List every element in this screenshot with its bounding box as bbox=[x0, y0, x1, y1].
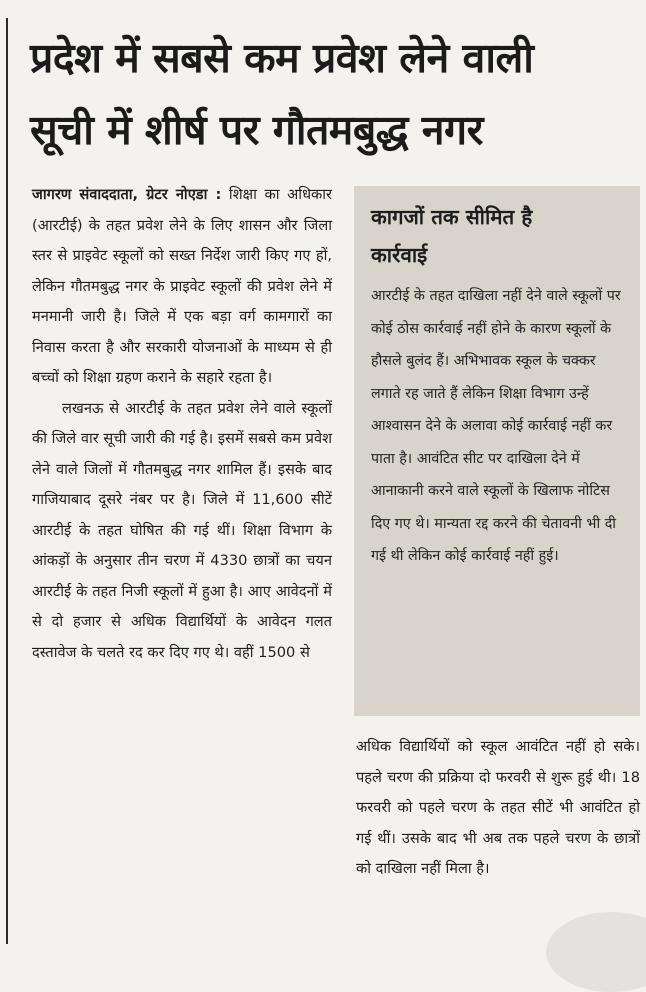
sidebar-title-line-2: कार्रवाई bbox=[371, 243, 428, 267]
sidebar-box bbox=[354, 186, 640, 716]
article-continuation: अधिक विद्यार्थियों को स्कूल आवंटित नहीं हो सके। पहले चरण की प्रक्रिया दो फरवरी से शुरू हुई थी। 18 फरवरी को पहले चरण के तहत सीटें भी आवंटित हो गई थीं। उसके बाद भी अब तक पहले चरण के छात्रों को दाखिला नहीं मिला है। bbox=[356, 738, 640, 877]
headline bbox=[30, 22, 640, 166]
article-main-column bbox=[32, 180, 332, 668]
column-rule bbox=[6, 18, 8, 944]
paragraph-1-text: शिक्षा का अधिकार (आरटीई) के तहत प्रवेश लेने के लिए शासन और जिला स्तर से प्राइवेट स्कूलों को सख्त निर्देश जारी किए गए हों, लेकिन गौतमबुद्ध नगर के प्राइवेट स्कूलों की प्रवेश लेने में मनमानी जारी है। जिले में एक बड़ा वर्ग कामगारों का निवास करता है और सरकारी योजनाओं के माध्यम से ही बच्चों को शिक्षा ग्रहण कराने के सहारे रहता है। bbox=[32, 186, 332, 386]
sidebar-title-line-1: कागजों तक सीमित है bbox=[371, 205, 533, 229]
headline-line-1: प्रदेश में सबसे कम प्रवेश लेने वाली bbox=[30, 34, 534, 82]
headline-line-2: सूची में शीर्ष पर गौतमबुद्ध नगर bbox=[30, 106, 483, 154]
sidebar-body: आरटीई के तहत दाखिला नहीं देने वाले स्कूलों पर कोई ठोस कार्रवाई नहीं होने के कारण स्कूलों के हौसले बुलंद हैं। अभिभावक स्कूल के चक्कर लगाते रह जाते हैं लेकिन शिक्षा विभाग उन्हें आश्वासन देने के अलावा कोई कार्रवाई नहीं कर पाता है। आवंटित सीट पर दाखिला देने में आनाकानी करने वाले स्कूलों के खिलाफ नोटिस दिए गए थे। मान्यता रद्द करने की चेतावनी भी दी गई थी लेकिन कोई कार्रवाई नहीं हुई। bbox=[371, 288, 621, 564]
article-continuation-column bbox=[356, 732, 640, 885]
sidebar-title bbox=[371, 198, 626, 274]
page-curl-shade bbox=[546, 912, 646, 992]
article-paragraph-1 bbox=[32, 180, 332, 394]
byline: जागरण संवाददाता, ग्रेटर नोएडा : bbox=[32, 186, 222, 203]
article-paragraph-2: लखनऊ से आरटीई के तहत प्रवेश लेने वाले स्कूलों की जिले वार सूची जारी की गई है। इसमें सबसे कम प्रवेश लेने वाले जिलों में गौतमबुद्ध नगर शामिल हैं। इसके बाद गाजियाबाद दूसरे नंबर पर है। जिले में 11,600 सीटें आरटीई के तहत घोषित की गई थीं। शिक्षा विभाग के आंकड़ों के अनुसार तीन चरण में 4330 छात्रों का चयन आरटीई के तहत निजी स्कूलों में हुआ है। आए आवेदनों में से दो हजार से अधिक विद्यार्थियों के आवेदन गलत दस्तावेज के चलते रद कर दिए गए थे। वहीं 1500 से bbox=[32, 399, 332, 661]
